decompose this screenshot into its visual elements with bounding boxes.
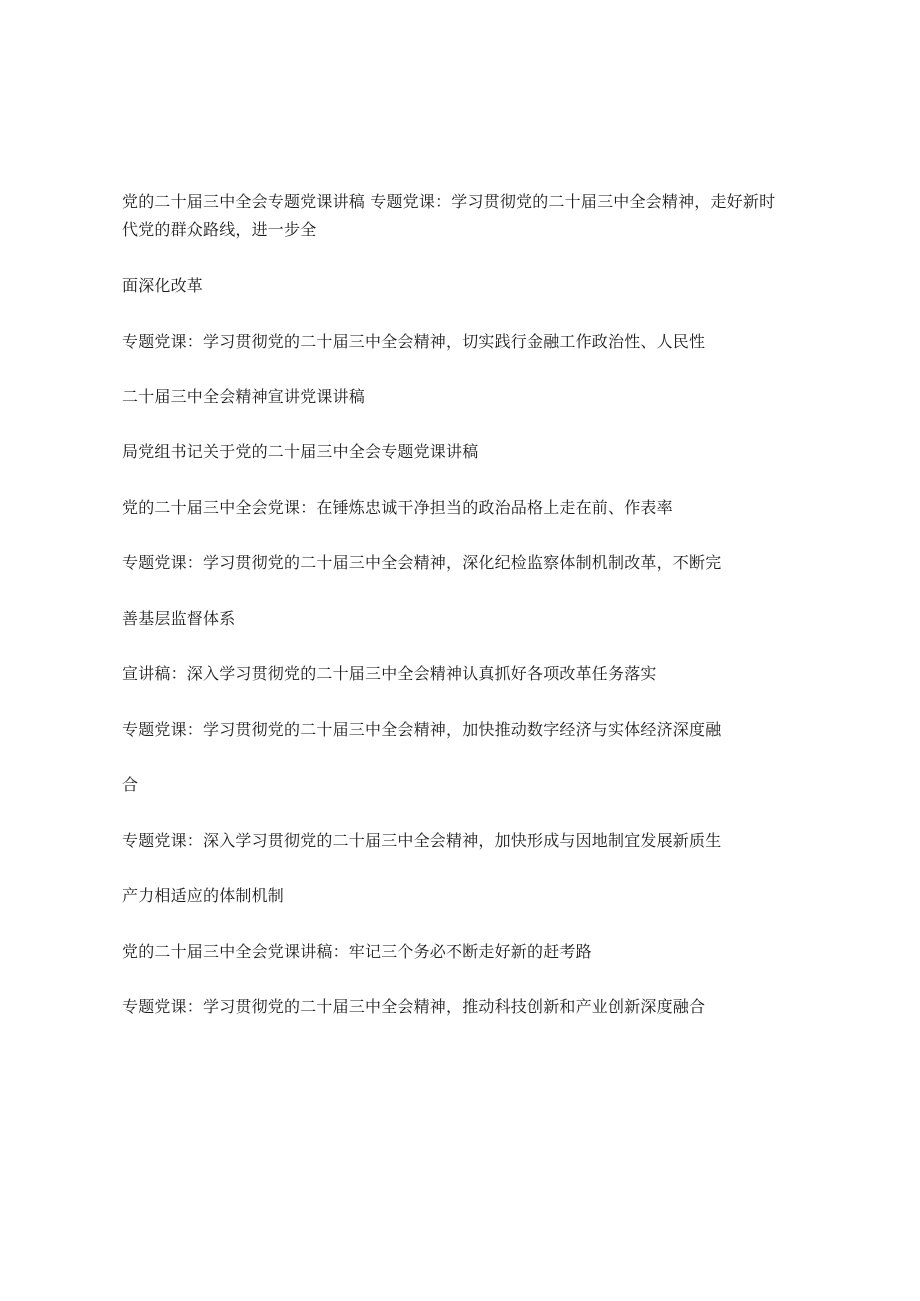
text-line: 面深化改革: [122, 276, 204, 295]
text-line: 党的二十届三中全会党课：在锤炼忠诚干净担当的政治品格上走在前、作表率: [122, 498, 673, 517]
text-line: 专题党课：学习贯彻党的二十届三中全会精神，深化纪检监察体制机制改革，不断完: [122, 553, 722, 572]
text-line: 专题党课：深入学习贯彻党的二十届三中全会精神，加快形成与因地制宜发展新质生: [122, 831, 722, 850]
text-line: 善基层监督体系: [122, 609, 236, 628]
text-line: 二十届三中全会精神宣讲党课讲稿: [122, 387, 366, 406]
text-line: 宣讲稿：深入学习贯彻党的二十届三中全会精神认真抓好各项改革任务落实: [122, 664, 657, 683]
text-line: 专题党课：学习贯彻党的二十届三中全会精神，加快推动数字经济与实体经济深度融: [122, 720, 722, 739]
text-line: 专题党课：学习贯彻党的二十届三中全会精神，推动科技创新和产业创新深度融合: [122, 997, 706, 1016]
text-line: 专题党课：学习贯彻党的二十届三中全会精神，切实践行金融工作政治性、人民性: [122, 332, 706, 351]
text-line: 合: [122, 775, 139, 794]
text-line: 党的二十届三中全会专题党课讲稿 专题党课：学习贯彻党的二十届三中全会精神，走好新时: [122, 192, 776, 211]
text-line: 代党的群众路线，进一步全: [122, 220, 317, 239]
text-line: 产力相适应的体制机制: [122, 886, 285, 905]
text-line: 局党组书记关于党的二十届三中全会专题党课讲稿: [122, 442, 479, 461]
text-line: 党的二十届三中全会党课讲稿：牢记三个务必不断走好新的赶考路: [122, 942, 592, 961]
